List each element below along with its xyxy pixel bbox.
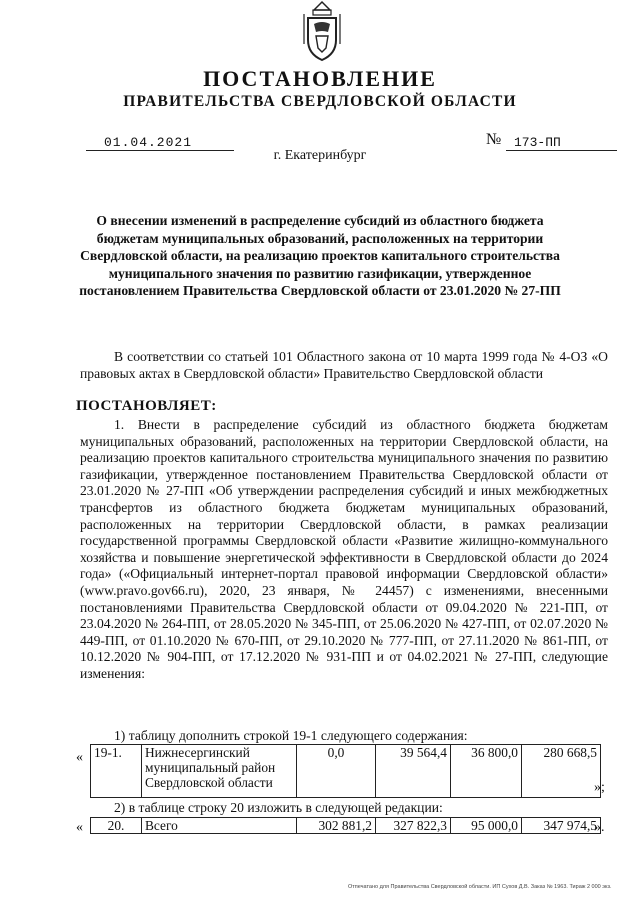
table1-close-quote: »; xyxy=(594,780,605,795)
item-1-paragraph: 1. Внести в распределение субсидий из областного бюджета бюджетам муниципальных образований, расположенных на территории Свердловской области, на реализацию проектов капитального строительства муниципального значения по развитию газификации, утвержденное постановлением Правительства Свердловской области от 23.01.2020 № 27-ПП «Об утверждении распределения субсидий и иных межбюджетных трансфертов из областного бюджета бюджетам муниципальных образований, расположенных на территории Свердловской области, в рамках реализации государственной программы Свердловской области «Развитие жилищно-коммунального хозяйства и повышение энергетической эффективности в Свердловской области до 2024 года» («Официальный интернет-портал правовой информации Свердловской области» (www.pravo.gov66.ru), 2020, 23 января, № 24457) с изменениями, внесенными постановлениями Правительства Свердловской области от 09.04.2020 № 221-ПП, от 23.04.2020 № 264-ПП, от 28.05.2020 № 345-ПП, от 25.06.2020 № 427-ПП, от 02.07.2020 № 449-ПП, от 01.10.2020 № 670-ПП, от 29.10.2020 № 777-ПП, от 27.11.2020 № 861-ПП, от 10.12.2020 № 904-ПП, от 17.12.2020 № 931-ПП и от 04.02.2021 № 27-ПП, следующие изменения: xyxy=(80,417,608,681)
print-footer: Отпечатано для Правительства Свердловской области. ИП Сухов Д.В. Заказ № 1963. Тираж 2 000 экз. xyxy=(348,884,612,890)
row-number: 20. xyxy=(91,818,142,834)
table2-open-quote: « xyxy=(76,820,83,835)
row-number: 19-1. xyxy=(91,745,142,798)
document-title: О внесении изменений в распределение субсидий из областного бюджета бюджетам муниципальных образований, расположенных на территории Свердловской области, на реализацию проектов капитального строительства муниципального значения по развитию газификации, утвержденное постановлением Правительства Свердловской области от 23.01.2020 № 27-ПП xyxy=(79,213,561,299)
municipality-name: Нижнесергинский муниципальный район Свердловской области xyxy=(142,745,297,798)
row-label: Всего xyxy=(142,818,297,834)
document-number: 173-ПП xyxy=(506,135,617,151)
value-col-2: 39 564,4 xyxy=(376,745,451,798)
city: г. Екатеринбург xyxy=(273,148,367,163)
value-col-1: 0,0 xyxy=(297,745,376,798)
value-col-4: 280 668,5 xyxy=(522,745,601,798)
value-col-2: 327 822,3 xyxy=(376,818,451,834)
table-row-20 xyxy=(90,817,601,834)
value-col-3: 36 800,0 xyxy=(451,745,522,798)
subitem-1: 1) таблицу дополнить строкой 19-1 следующего содержания: xyxy=(114,728,468,743)
document-type-title: ПОСТАНОВЛЕНИЕ xyxy=(203,66,437,91)
intro-paragraph: В соответствии со статьей 101 Областного закона от 10 марта 1999 года № 4-ОЗ «О правовых актах в Свердловской области» Правительство Свердловской области xyxy=(80,349,608,381)
value-col-1: 302 881,2 xyxy=(297,818,376,834)
document-date: 01.04.2021 xyxy=(86,135,234,151)
table-row-19-1 xyxy=(90,744,601,798)
value-col-3: 95 000,0 xyxy=(451,818,522,834)
table-row xyxy=(91,745,601,798)
issuing-authority: ПРАВИТЕЛЬСТВА СВЕРДЛОВСКОЙ ОБЛАСТИ xyxy=(123,93,517,110)
number-label: № xyxy=(486,131,502,148)
table1-open-quote: « xyxy=(76,750,83,765)
table2-close-quote: ». xyxy=(594,820,605,835)
subitem-2: 2) в таблице строку 20 изложить в следующей редакции: xyxy=(114,800,443,815)
resolve-heading: ПОСТАНОВЛЯЕТ: xyxy=(76,398,217,414)
table-row xyxy=(91,818,601,834)
value-col-4: 347 974,5 xyxy=(522,818,601,834)
coat-of-arms-emblem xyxy=(300,0,344,64)
